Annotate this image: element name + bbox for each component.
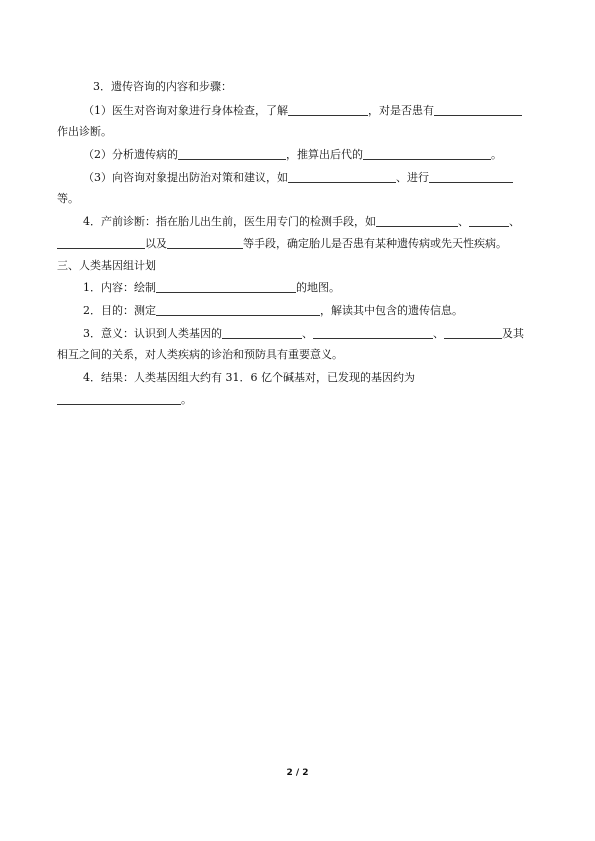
genome-result: 4．结果：人类基因组大约有 31．6 亿个碱基对，已发现的基因约为 bbox=[83, 371, 415, 384]
counseling-step-3: （3）向咨询对象提出防治对策和建议，如 、进行 bbox=[83, 171, 513, 185]
blank-gene-aspect-2[interactable] bbox=[313, 327, 433, 339]
blank-method-4[interactable] bbox=[167, 237, 243, 249]
counseling-step-3-cont: 等。 bbox=[57, 192, 79, 205]
genome-significance: 3．意义：认识到人类基因的 、 、 及其 bbox=[83, 327, 524, 340]
prenatal-diagnosis-cont: 以及 等手段，确定胎儿是否患有某种遗传病或先天性疾病。 bbox=[57, 237, 507, 251]
blank-family-history[interactable] bbox=[288, 104, 368, 116]
blank-gene-aspect-1[interactable] bbox=[222, 327, 302, 339]
blank-method-2[interactable] bbox=[469, 215, 509, 227]
counseling-step-1-cont: 作出诊断。 bbox=[57, 125, 112, 138]
blank-inheritance-mode[interactable] bbox=[178, 148, 286, 160]
prenatal-diagnosis: 4．产前诊断：指在胎儿出生前，医生用专门的检测手段，如 、 、 bbox=[83, 215, 520, 228]
blank-genome-map[interactable] bbox=[156, 281, 296, 293]
genetic-counseling-heading: 3．遗传咨询的内容和步骤： bbox=[93, 80, 232, 93]
blank-recurrence-risk[interactable] bbox=[363, 148, 491, 160]
blank-gene-aspect-3[interactable] bbox=[444, 327, 502, 339]
genome-content: 1．内容：绘制 的地图。 bbox=[83, 281, 340, 294]
genome-result-cont: 。 bbox=[57, 393, 192, 407]
counseling-step-1: （1）医生对咨询对象进行身体检查，了解 ，对是否患有 bbox=[83, 104, 522, 118]
genome-significance-cont: 相互之间的关系，对人类疾病的诊治和预防具有重要意义。 bbox=[57, 348, 343, 361]
blank-gene-count[interactable] bbox=[57, 393, 181, 405]
blank-disease[interactable] bbox=[434, 104, 522, 116]
page-number: 2 / 2 bbox=[286, 768, 309, 778]
counseling-step-2: （2）分析遗传病的 ，推算出后代的 。 bbox=[83, 148, 502, 161]
human-genome-project-heading: 三、人类基因组计划 bbox=[57, 259, 156, 272]
blank-method-1[interactable] bbox=[376, 215, 458, 227]
blank-method-3[interactable] bbox=[57, 237, 145, 249]
blank-advice[interactable] bbox=[288, 171, 396, 183]
genome-purpose: 2．目的：测定 ，解读其中包含的遗传信息。 bbox=[83, 304, 463, 317]
blank-procedure[interactable] bbox=[429, 171, 513, 183]
blank-sequence[interactable] bbox=[156, 304, 320, 316]
